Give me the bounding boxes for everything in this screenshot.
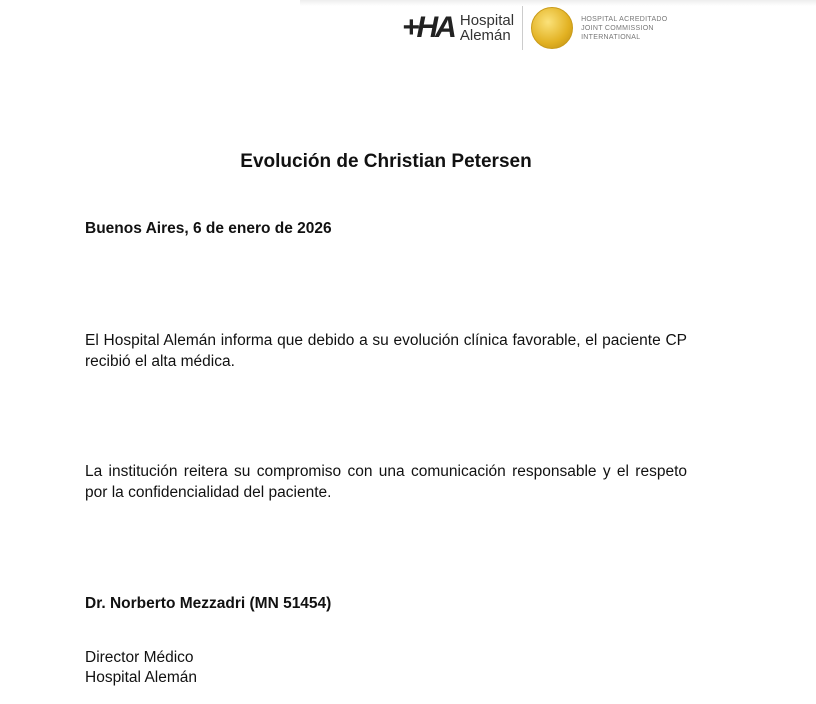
hospital-logo (402, 6, 668, 50)
signature-role: Director Médico (85, 649, 194, 666)
logo-line1: Hospital (459, 12, 515, 29)
signature-org: Hospital Alemán (85, 669, 198, 686)
paragraph-discharge: El Hospital Alemán informa que debido a su evolución clínica favorable, el paciente CP recibió el alta médica. (85, 332, 687, 370)
logo-mark: +HA (402, 11, 454, 44)
accreditation-line: JOINT COMMISSION (581, 24, 654, 32)
accreditation-text (581, 15, 667, 42)
logo-divider (522, 6, 523, 50)
accreditation-line: HOSPITAL ACREDITADO (581, 15, 668, 23)
logo-text (460, 13, 514, 43)
logo-line2: Alemán (459, 27, 511, 44)
paragraph-commitment: La institución reitera su compromiso con una comunicación responsable y el respeto por la confidencialidad del paciente. (85, 463, 687, 501)
accreditation-line: INTERNATIONAL (581, 33, 641, 41)
jci-seal-icon (531, 7, 573, 49)
dateline: Buenos Aires, 6 de enero de 2026 (85, 220, 332, 237)
document-title: Evolución de Christian Petersen (240, 151, 532, 172)
signature-name: Dr. Norberto Mezzadri (MN 51454) (85, 595, 332, 612)
